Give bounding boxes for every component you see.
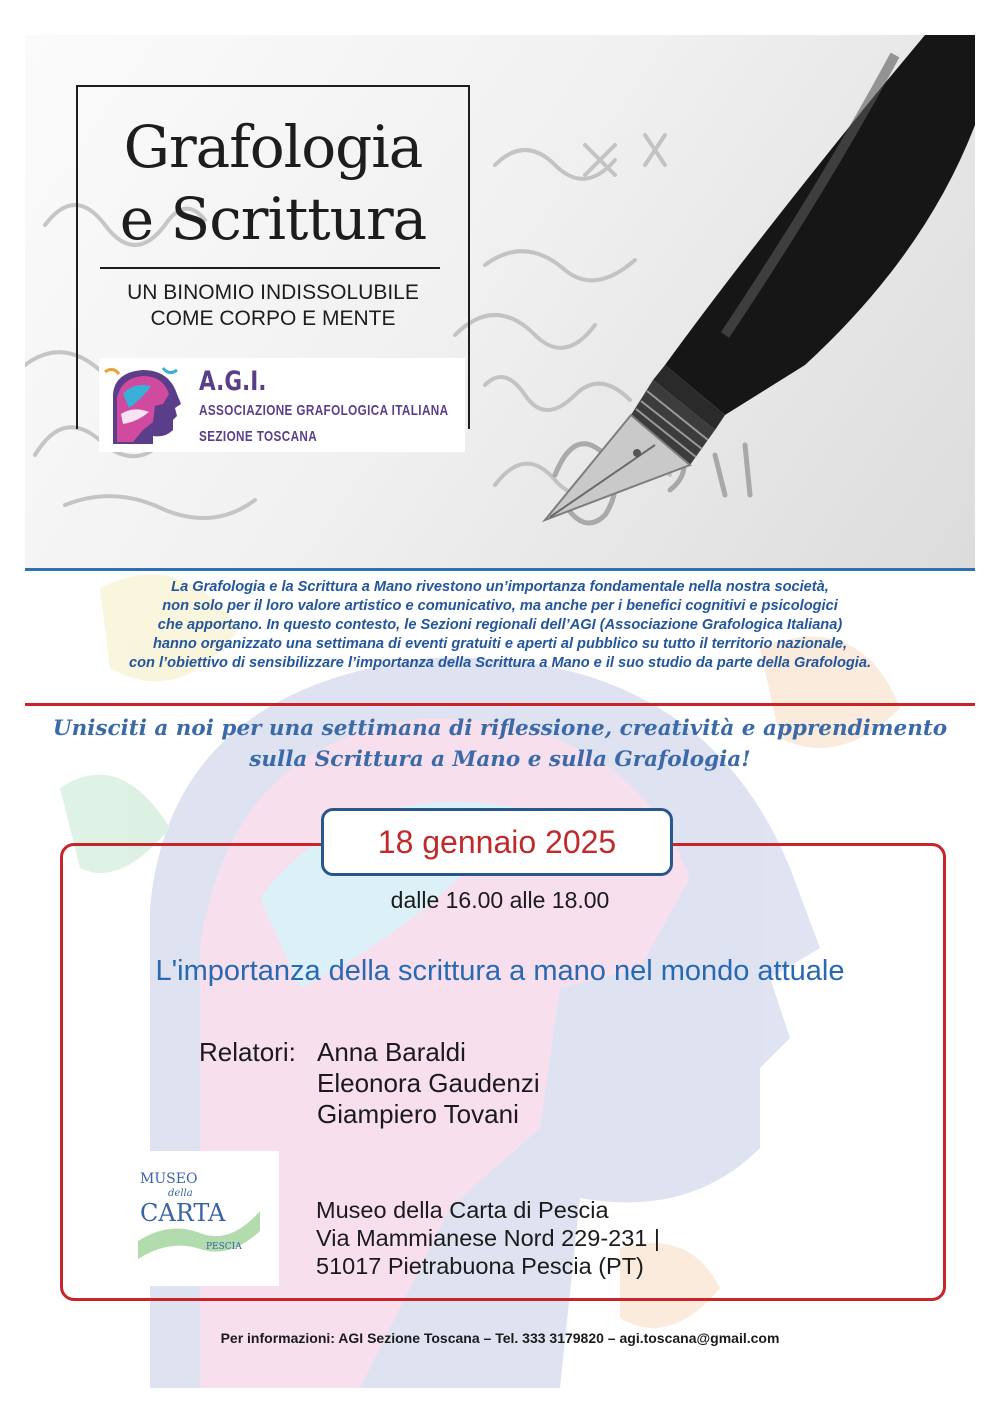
subtitle-line-1: UN BINOMIO INDISSOLUBILE (127, 281, 419, 304)
museo-logo-text-4: PESCIA (206, 1242, 242, 1252)
intro-line: hanno organizzato una settimana di eventi gratuiti e aperti al pubblico su tutto il territorio nazionale, (152, 636, 848, 652)
event-time: dalle 16.00 alle 18.00 (390, 887, 610, 913)
event-title: L'importanza della scrittura a mano nel mondo attuale (155, 955, 845, 987)
venue-address-line: Via Mammianese Nord 229-231 | (316, 1225, 660, 1251)
speaker-name: Giampiero Tovani (317, 1099, 519, 1129)
blue-divider (25, 568, 975, 571)
museo-logo-text-1: MUSEO (140, 1171, 198, 1187)
intro-line: La Grafologia e la Scrittura a Mano rivestono un’importanza fondamentale nella nostra società, (171, 579, 829, 595)
subtitle-line-2: COME CORPO E MENTE (150, 307, 396, 330)
agi-name: A.G.I. (199, 366, 267, 397)
intro-paragraph (60, 578, 940, 673)
invite-line-2: sulla Scrittura a Mano e sulla Grafologia! (249, 747, 751, 772)
agi-profile-logo-icon (103, 364, 191, 448)
speaker-name: Anna Baraldi (317, 1037, 466, 1067)
title-divider (100, 267, 440, 269)
agi-section: SEZIONE TOSCANA (199, 428, 318, 445)
agi-logo-card (99, 358, 465, 452)
museo-logo-text-2: della (168, 1188, 193, 1199)
speakers-label: Relatori: (199, 1037, 296, 1067)
museo-logo-text-3: CARTA (140, 1199, 226, 1227)
intro-line: con l’obiettivo di sensibilizzare l’importanza della Scrittura a Mano e il suo studio da parte della Grafologia. (129, 655, 871, 671)
invite-text (40, 713, 960, 775)
agi-full-name: ASSOCIAZIONE GRAFOLOGICA ITALIANA (199, 402, 449, 419)
event-date: 18 gennaio 2025 (377, 824, 617, 860)
title-line-1: Grafologia (123, 113, 423, 181)
title-line-2: e Scrittura (119, 185, 427, 253)
intro-line: non solo per il loro valore artistico e comunicativo, ma anche per i benefici cognitivi e psicologici (162, 598, 838, 614)
event-date-box (321, 808, 673, 876)
venue-address-line: 51017 Pietrabuona Pescia (PT) (316, 1253, 644, 1279)
red-divider (25, 703, 975, 706)
contact-info: Per informazioni: AGI Sezione Toscana – Tel. 333 3179820 – agi.toscana@gmail.com (220, 1330, 780, 1346)
invite-line-1: Unisciti a noi per una settimana di riflessione, creatività e apprendimento (52, 716, 948, 741)
speaker-name: Eleonora Gaudenzi (317, 1068, 540, 1098)
museo-carta-logo (120, 1151, 279, 1286)
intro-line: che apportano. In questo contesto, le Sezioni regionali dell’AGI (Associazione Grafologica Italiana) (157, 617, 843, 633)
venue-address-line: Museo della Carta di Pescia (316, 1197, 609, 1223)
